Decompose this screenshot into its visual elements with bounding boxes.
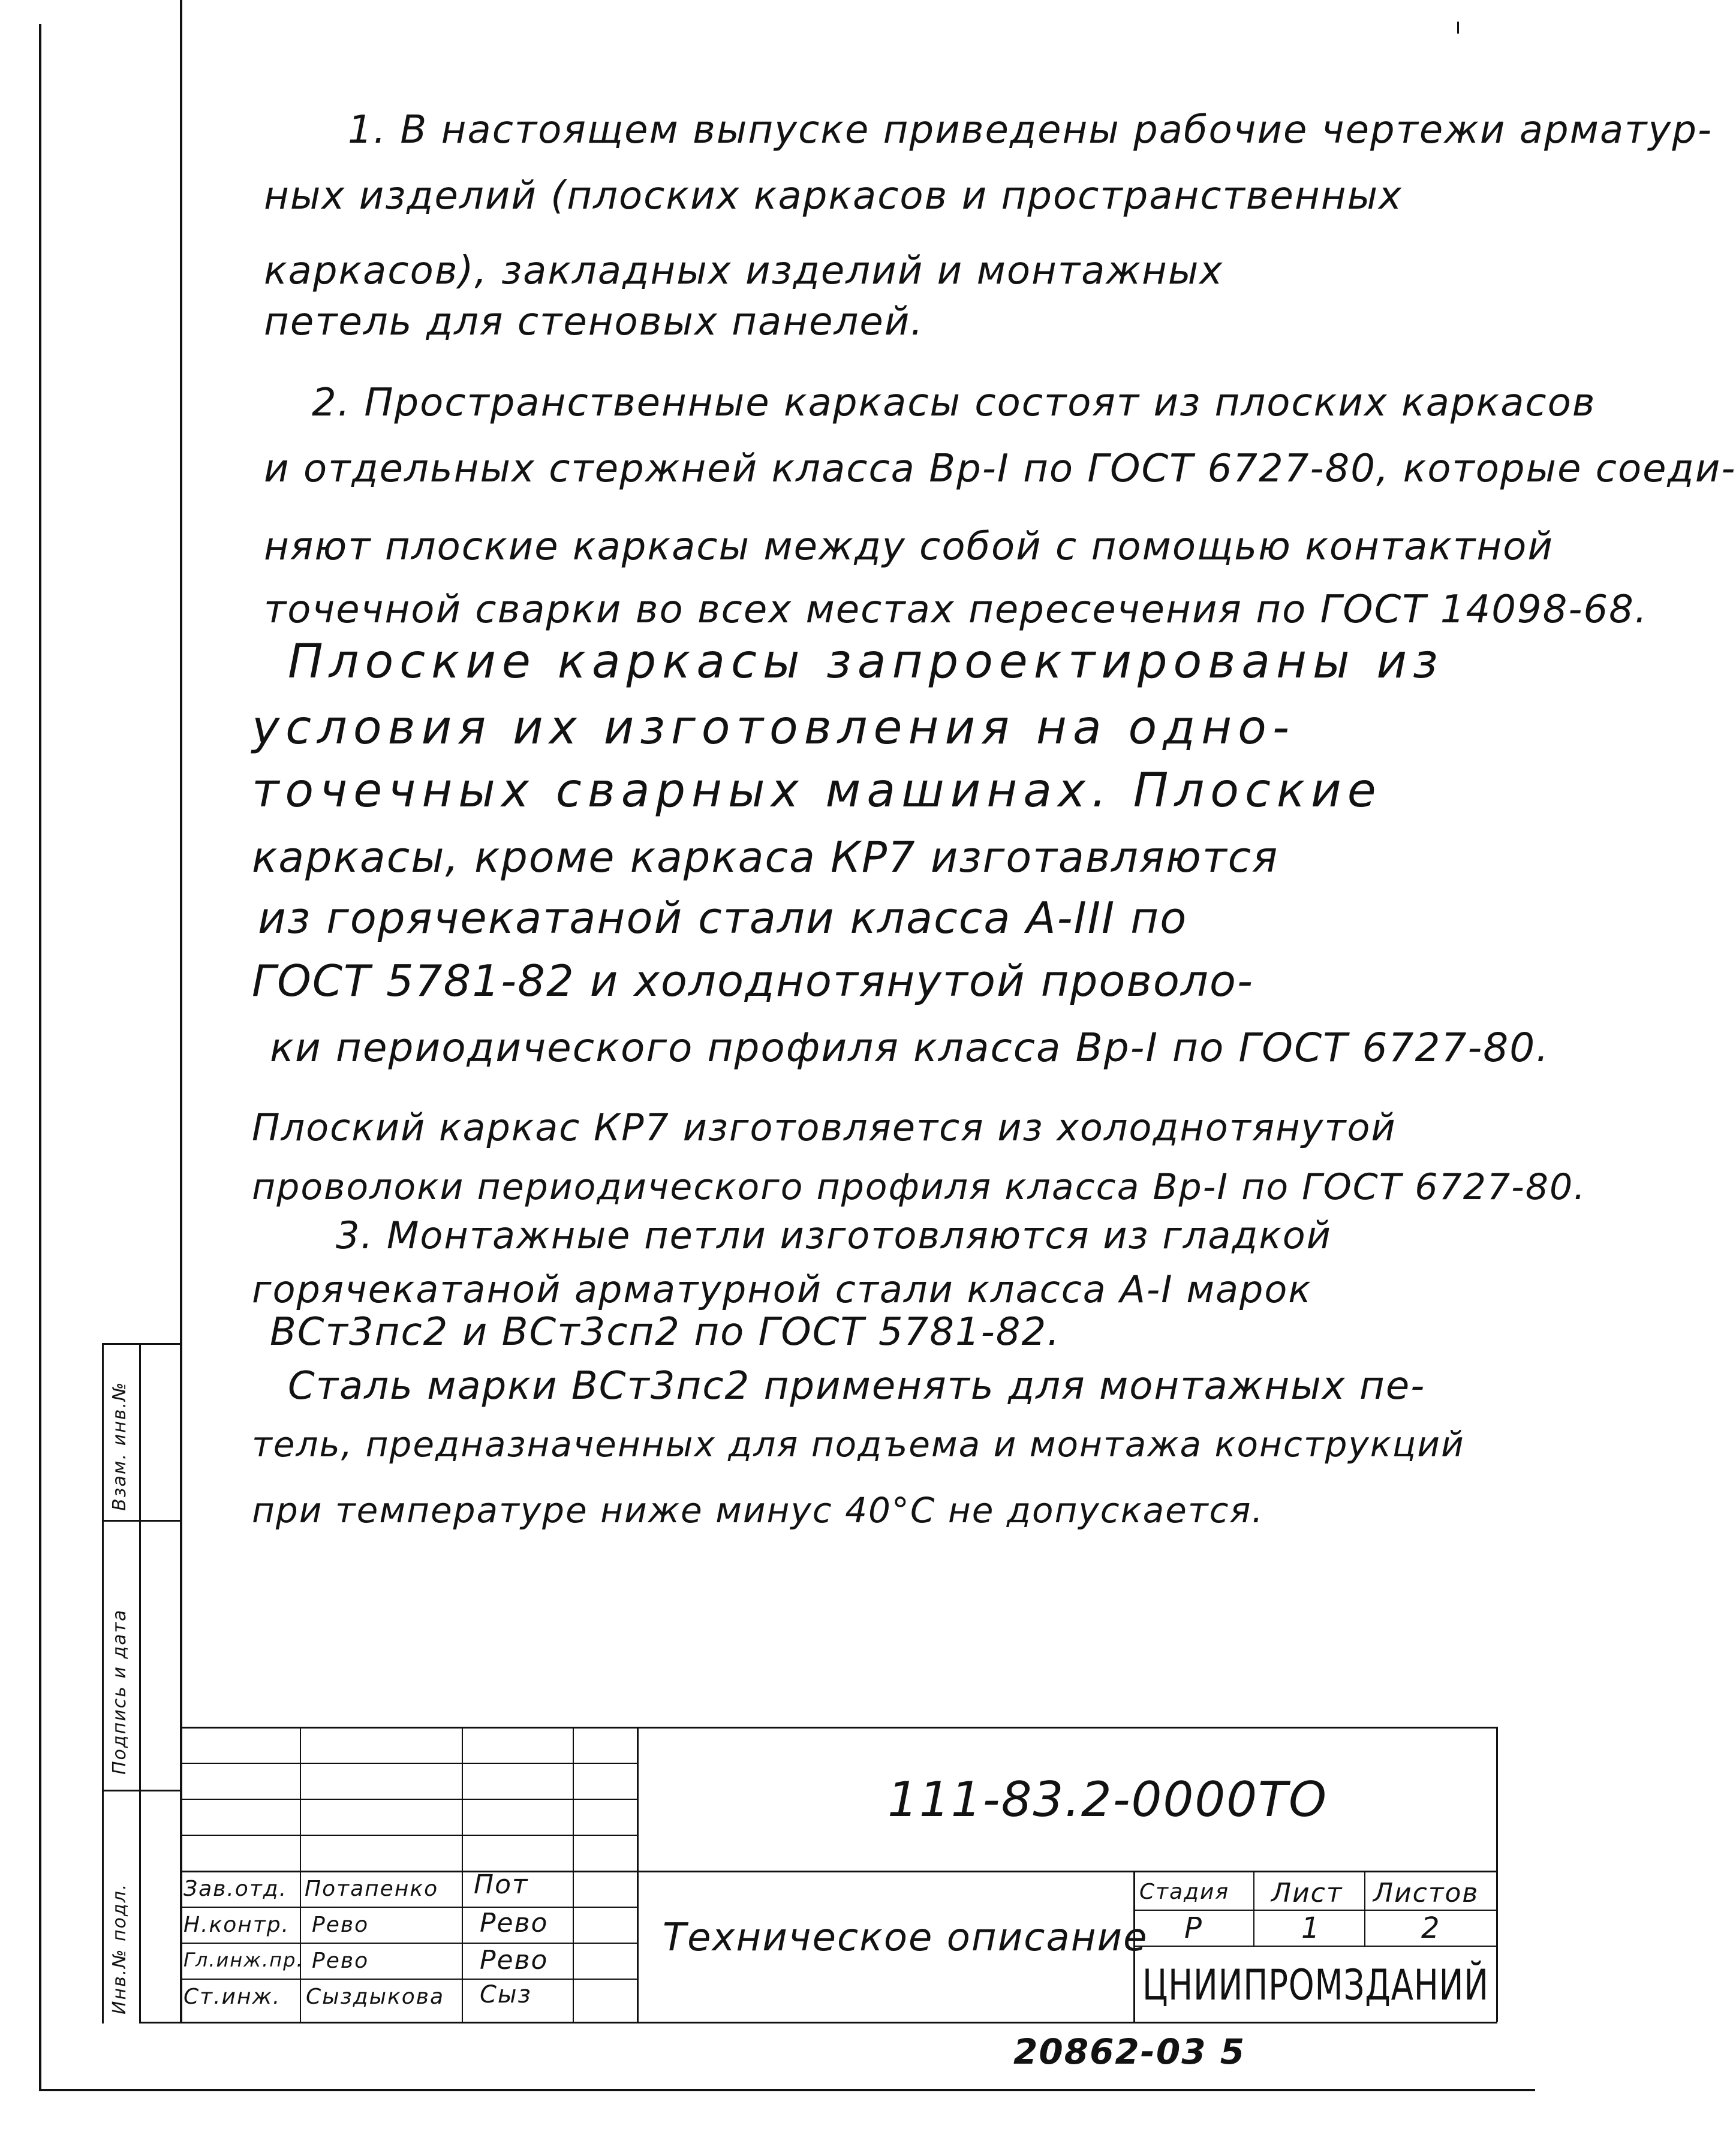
name-cell: Рево xyxy=(312,1949,369,1973)
stamp-col xyxy=(300,1727,301,2022)
stamp-col xyxy=(637,1727,639,2022)
stamp-col xyxy=(462,1727,463,2022)
stamp-right-row xyxy=(1133,1910,1497,1911)
paragraph-line: точечных сварных машинах. Плоские xyxy=(252,764,1382,818)
signature-date-label: Подпись и дата xyxy=(109,1609,130,1775)
sheet-value: 1 xyxy=(1301,1911,1321,1945)
paragraph-line: из горячекатаной стали класса А-III по xyxy=(258,893,1188,943)
signature-cell: Рево xyxy=(480,1908,549,1938)
role-cell: Гл.инж.пр. xyxy=(183,1949,304,1971)
paragraph-line: ки периодического профиля класса Вр-I по ГОСТ 6727-80. xyxy=(270,1025,1550,1071)
stamp-row xyxy=(181,1943,637,1944)
paragraph-line: 3. Монтажные петли изготовляются из гладкой xyxy=(336,1213,1332,1257)
paragraph-line: няют плоские каркасы между собой с помощью контактной xyxy=(264,525,1554,569)
stamp-row xyxy=(181,1835,637,1836)
document-title: Техническое описание xyxy=(663,1916,1148,1960)
role-cell: Ст.инж. xyxy=(183,1985,281,2009)
paragraph-line: при температуре ниже минус 40°С не допускается. xyxy=(252,1490,1264,1531)
stamp-mid xyxy=(181,1871,1497,1872)
organization: ЦНИИПРОМЗДАНИЙ xyxy=(1142,1961,1489,2010)
paragraph-line: тель, предназначенных для подъема и монтажа конструкций xyxy=(252,1424,1465,1465)
stamp-row xyxy=(181,1799,637,1800)
stamp-bottom xyxy=(139,2022,1497,2023)
paragraph-line: каркасы, кроме каркаса КР7 изготавляются xyxy=(252,833,1279,882)
paragraph-line: ных изделий (плоских каркасов и пространственных xyxy=(264,174,1403,218)
stage-value: Р xyxy=(1184,1911,1203,1945)
inv-no-label: Инв.№ подл. xyxy=(109,1883,130,2015)
stamp-col xyxy=(1364,1871,1365,1946)
paragraph-line: Сталь марки ВСт3пс2 применять для монтажных пе- xyxy=(288,1364,1426,1408)
stamp-row xyxy=(181,1763,637,1764)
paragraph-line: Плоские каркасы запроектированы из xyxy=(288,635,1444,689)
stamp-row xyxy=(181,1907,637,1908)
paragraph-line: ГОСТ 5781-82 и холоднотянутой проволо- xyxy=(252,956,1254,1006)
paragraph-line: условия их изготовления на одно- xyxy=(252,701,1295,755)
stamp-top xyxy=(181,1727,1497,1729)
replace-inv-label: Взам. инв.№ xyxy=(109,1381,130,1511)
paragraph-line: и отдельных стержней класса Вр-I по ГОСТ 6727-80, которые соеди- xyxy=(264,447,1736,491)
role-cell: Зав.отд. xyxy=(183,1877,288,1901)
paragraph-line: каркасов), закладных изделий и монтажных xyxy=(264,249,1224,293)
document-code: 111-83.2-0000ТО xyxy=(887,1772,1328,1827)
signature-cell: Рево xyxy=(480,1945,549,1976)
paragraph-line: петель для стеновых панелей. xyxy=(264,300,924,344)
paragraph-line: 2. Пространственные каркасы состоят из плоских каркасов xyxy=(312,381,1596,425)
sheet-header: Лист xyxy=(1271,1878,1343,1908)
stamp-row xyxy=(181,1979,637,1980)
stage-header: Стадия xyxy=(1139,1880,1230,1904)
stamp-col xyxy=(1253,1871,1254,1946)
paragraph-line: Плоский каркас КР7 изготовляется из холоднотянутой xyxy=(252,1106,1397,1149)
signature-cell: Сыз xyxy=(480,1981,532,2009)
paragraph-line: горячекатаной арматурной стали класса А-I марок xyxy=(252,1267,1312,1311)
stamp-right xyxy=(1496,1727,1498,2022)
paragraph-line: проволоки периодического профиля класса Вр-I по ГОСТ 6727-80. xyxy=(252,1166,1587,1208)
stamp-col xyxy=(573,1727,574,2022)
paragraph-line: 1. В настоящем выпуске приведены рабочие чертежи арматур- xyxy=(348,108,1713,152)
paragraph-line: точечной сварки во всех местах пересечения по ГОСТ 14098-68. xyxy=(264,588,1648,632)
role-cell: Н.контр. xyxy=(183,1913,290,1937)
signature-cell: Пот xyxy=(474,1869,529,1900)
name-cell: Рево xyxy=(312,1913,369,1937)
stamp-right-row xyxy=(1133,1946,1497,1947)
name-cell: Сыздыкова xyxy=(306,1985,445,2009)
name-cell: Потапенко xyxy=(305,1877,439,1901)
archive-number: 20862-03 5 xyxy=(1013,2031,1246,2072)
sheets-value: 2 xyxy=(1421,1911,1441,1945)
sheets-header: Листов xyxy=(1373,1878,1479,1908)
paragraph-line: ВСт3пс2 и ВСт3сп2 по ГОСТ 5781-82. xyxy=(270,1310,1061,1354)
